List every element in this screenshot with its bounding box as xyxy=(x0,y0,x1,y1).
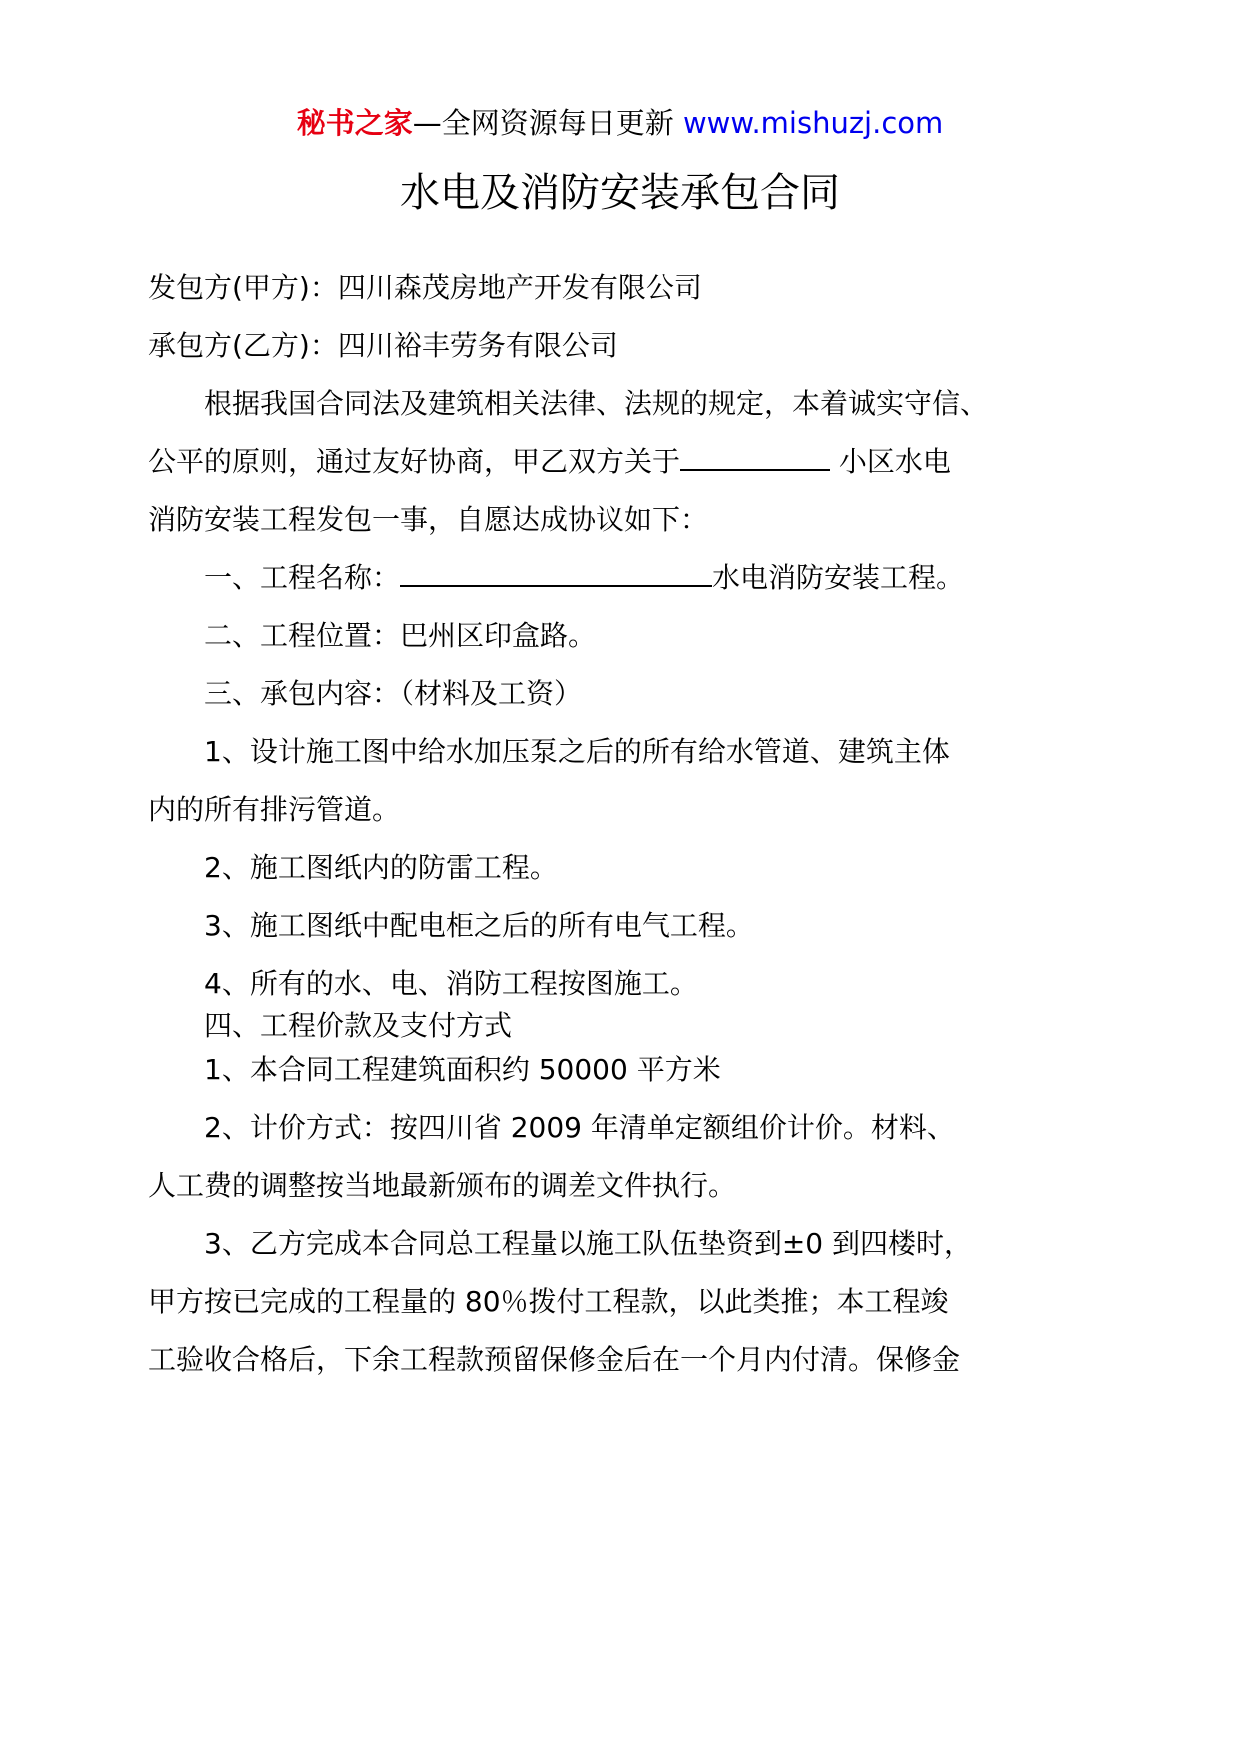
preamble-line-2 xyxy=(148,442,951,482)
header-slogan: —全网资源每日更新 xyxy=(412,106,683,140)
section-2-location: 二、工程位置：巴州区印盒路。 xyxy=(204,619,597,652)
payment-item-2-line-2: 人工费的调整按当地最新颁布的调差文件执行。 xyxy=(148,1169,737,1202)
party-b-line: 承包方(乙方)：四川裕丰劳务有限公司 xyxy=(148,329,618,362)
payment-item-1: 1、本合同工程建筑面积约 50000 平方米 xyxy=(204,1053,721,1086)
scope-item-3: 3、施工图纸中配电柜之后的所有电气工程。 xyxy=(204,909,754,942)
preamble-text-a: 公平的原则，通过友好协商，甲乙双方关于 xyxy=(148,445,681,478)
section-1-prefix: 一、工程名称： xyxy=(204,561,401,594)
blank-underline-community xyxy=(680,443,830,471)
party-a-line: 发包方(甲方)：四川森茂房地产开发有限公司 xyxy=(148,271,702,304)
payment-item-3-line-1: 3、乙方完成本合同总工程量以施工队伍垫资到±0 到四楼时， xyxy=(204,1227,972,1260)
preamble-line-3: 消防安装工程发包一事，自愿达成协议如下： xyxy=(148,503,709,536)
scope-item-4: 4、所有的水、电、消防工程按图施工。 xyxy=(204,967,698,1000)
site-url-link[interactable]: www.mishuzj.com xyxy=(682,106,944,140)
section-1-project-name xyxy=(204,558,964,598)
preamble-text-b: 小区水电 xyxy=(830,445,951,478)
payment-item-2-line-1: 2、计价方式：按四川省 2009 年清单定额组价计价。材料、 xyxy=(204,1111,955,1144)
section-4-payment: 四、工程价款及支付方式 xyxy=(204,1009,513,1042)
brand-name: 秘书之家 xyxy=(296,106,413,140)
section-1-suffix: 水电消防安装工程。 xyxy=(712,561,965,594)
site-header xyxy=(0,103,1240,143)
payment-item-3-line-2: 甲方按已完成的工程量的 80％拨付工程款，以此类推；本工程竣 xyxy=(148,1285,949,1318)
section-3-scope: 三、承包内容：（材料及工资） xyxy=(204,677,583,710)
scope-item-1-line-1: 1、设计施工图中给水加压泵之后的所有给水管道、建筑主体 xyxy=(204,735,950,768)
preamble-line-1: 根据我国合同法及建筑相关法律、法规的规定，本着诚实守信、 xyxy=(204,387,989,420)
scope-item-2: 2、施工图纸内的防雷工程。 xyxy=(204,851,558,884)
scope-item-1-line-2: 内的所有排污管道。 xyxy=(148,793,401,826)
document-title: 水电及消防安装承包合同 xyxy=(400,170,840,216)
blank-underline-project-name xyxy=(400,559,712,587)
payment-item-3-line-3: 工验收合格后，下余工程款预留保修金后在一个月内付清。保修金 xyxy=(148,1343,961,1376)
